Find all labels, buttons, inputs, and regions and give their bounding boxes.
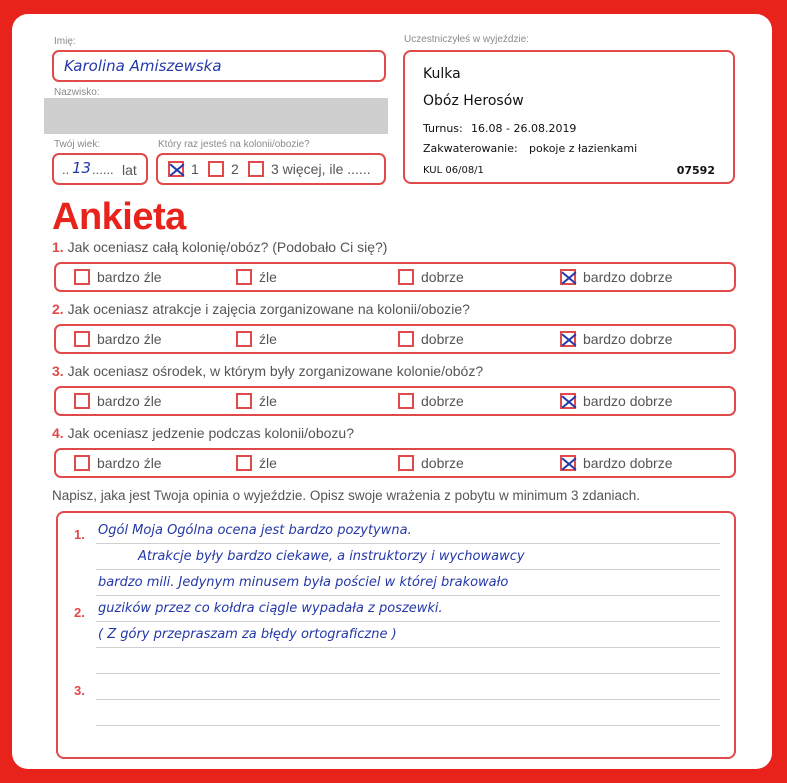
question-2-number: 2. bbox=[52, 301, 64, 317]
option-label: źle bbox=[259, 269, 277, 285]
option-label: bardzo dobrze bbox=[583, 393, 673, 409]
q1-checkbox-1[interactable] bbox=[74, 269, 90, 285]
turnus-label: Turnus: bbox=[423, 122, 463, 135]
q3-option-dobrze[interactable] bbox=[398, 393, 464, 409]
camp-name: Kulka bbox=[423, 66, 461, 82]
q2-checkbox-4[interactable] bbox=[560, 331, 576, 347]
question-3-text: Jak oceniasz ośrodek, w którym były zorganizowane kolonie/obóz? bbox=[67, 363, 484, 379]
q1-option-zle[interactable] bbox=[236, 269, 277, 285]
age-dots-post: ...... bbox=[92, 162, 114, 177]
survey-title: Ankieta bbox=[52, 196, 186, 238]
camp-code: KUL 06/08/1 bbox=[423, 165, 484, 176]
age-value: 13 bbox=[72, 159, 92, 177]
option-label: bardzo dobrze bbox=[583, 331, 673, 347]
surname-label: Nazwisko: bbox=[54, 87, 100, 98]
opinion-answer-box[interactable] bbox=[56, 511, 736, 759]
age-field[interactable] bbox=[52, 153, 148, 185]
q4-option-bardzo-zle[interactable] bbox=[74, 455, 162, 471]
times-checkbox-1[interactable] bbox=[168, 161, 184, 177]
q1-option-bardzo-zle[interactable] bbox=[74, 269, 162, 285]
question-4-options bbox=[54, 448, 736, 478]
option-label: źle bbox=[259, 393, 277, 409]
question-4-number: 4. bbox=[52, 425, 64, 441]
q2-option-bardzo-zle[interactable] bbox=[74, 331, 162, 347]
answer-line bbox=[96, 673, 720, 674]
q3-checkbox-1[interactable] bbox=[74, 393, 90, 409]
opinion-prompt: Napisz, jaka jest Twoja opinia o wyjeździe. Opisz swoje wrażenia z pobytu w minimum 3 zdaniach. bbox=[52, 488, 641, 503]
answer-text-line-5: ( Z góry przepraszam za błędy ortograficzne ) bbox=[98, 627, 397, 642]
question-1-text: Jak oceniasz całą kolonię/obóz? (Podobało Ci się?) bbox=[67, 239, 388, 255]
q4-option-dobrze[interactable] bbox=[398, 455, 464, 471]
times-option-3[interactable] bbox=[248, 161, 371, 177]
option-label: bardzo źle bbox=[97, 393, 162, 409]
answer-text-line-2: Atrakcje były bardzo ciekawe, a instruktorzy i wychowawcy bbox=[138, 549, 525, 564]
redacted-surname bbox=[44, 98, 388, 134]
answer-line bbox=[96, 595, 720, 596]
option-label: bardzo dobrze bbox=[583, 455, 673, 471]
answer-text-line-1: Ogól Moja Ogólna ocena jest bardzo pozytywna. bbox=[98, 523, 412, 538]
camp-number: 07592 bbox=[676, 164, 715, 177]
q2-option-bardzo-dobrze[interactable] bbox=[560, 331, 673, 347]
question-3-number: 3. bbox=[52, 363, 64, 379]
option-label: źle bbox=[259, 455, 277, 471]
q4-checkbox-2[interactable] bbox=[236, 455, 252, 471]
times-checkbox-3[interactable] bbox=[248, 161, 264, 177]
q2-checkbox-1[interactable] bbox=[74, 331, 90, 347]
camp-info-box bbox=[403, 50, 735, 184]
name-label: Imię: bbox=[54, 36, 76, 47]
turnus-value: 16.08 - 26.08.2019 bbox=[471, 122, 577, 135]
name-field[interactable] bbox=[52, 50, 386, 82]
survey-sheet bbox=[12, 14, 772, 769]
answer-number-1: 1. bbox=[74, 527, 85, 542]
age-dots-pre: .. bbox=[62, 162, 70, 177]
q1-checkbox-4[interactable] bbox=[560, 269, 576, 285]
option-label: dobrze bbox=[421, 331, 464, 347]
q1-option-bardzo-dobrze[interactable] bbox=[560, 269, 673, 285]
times-option-2-label: 2 bbox=[231, 161, 239, 177]
times-option-2[interactable] bbox=[208, 161, 239, 177]
q2-option-dobrze[interactable] bbox=[398, 331, 464, 347]
q3-checkbox-2[interactable] bbox=[236, 393, 252, 409]
question-2-options bbox=[54, 324, 736, 354]
question-1 bbox=[52, 239, 387, 255]
question-1-number: 1. bbox=[52, 239, 64, 255]
question-4 bbox=[52, 425, 354, 441]
age-suffix: lat bbox=[122, 162, 137, 178]
question-3-options bbox=[54, 386, 736, 416]
answer-text-line-4: guzików przez co kołdra ciągle wypadała z poszewki. bbox=[98, 601, 443, 616]
q4-checkbox-1[interactable] bbox=[74, 455, 90, 471]
q3-checkbox-3[interactable] bbox=[398, 393, 414, 409]
q3-option-bardzo-dobrze[interactable] bbox=[560, 393, 673, 409]
name-value: Karolina Amiszewska bbox=[64, 57, 222, 75]
age-label: Twój wiek: bbox=[54, 139, 101, 150]
accommodation-value: pokoje z łazienkami bbox=[529, 142, 638, 155]
times-option-1[interactable] bbox=[168, 161, 199, 177]
question-2-text: Jak oceniasz atrakcje i zajęcia zorganizowane na kolonii/obozie? bbox=[67, 301, 470, 317]
q1-checkbox-3[interactable] bbox=[398, 269, 414, 285]
answer-text-line-3: bardzo mili. Jedynym minusem była pościel w której brakowało bbox=[98, 575, 509, 590]
question-4-text: Jak oceniasz jedzenie podczas kolonii/obozu? bbox=[67, 425, 354, 441]
answer-number-3: 3. bbox=[74, 683, 85, 698]
q2-option-zle[interactable] bbox=[236, 331, 277, 347]
q1-option-dobrze[interactable] bbox=[398, 269, 464, 285]
option-label: dobrze bbox=[421, 455, 464, 471]
question-3 bbox=[52, 363, 483, 379]
participant-label: Uczestniczyłeś w wyjeździe: bbox=[404, 34, 530, 45]
accommodation-label: Zakwaterowanie: bbox=[423, 142, 518, 155]
times-checkbox-2[interactable] bbox=[208, 161, 224, 177]
answer-line bbox=[96, 569, 720, 570]
q4-option-bardzo-dobrze[interactable] bbox=[560, 455, 673, 471]
q3-option-zle[interactable] bbox=[236, 393, 277, 409]
q3-checkbox-4[interactable] bbox=[560, 393, 576, 409]
option-label: bardzo źle bbox=[97, 455, 162, 471]
question-1-options bbox=[54, 262, 736, 292]
answer-line bbox=[96, 725, 720, 726]
option-label: źle bbox=[259, 331, 277, 347]
q2-checkbox-3[interactable] bbox=[398, 331, 414, 347]
camp-title: Obóz Herosów bbox=[423, 93, 524, 109]
q2-checkbox-2[interactable] bbox=[236, 331, 252, 347]
option-label: bardzo dobrze bbox=[583, 269, 673, 285]
q1-checkbox-2[interactable] bbox=[236, 269, 252, 285]
q4-checkbox-4[interactable] bbox=[560, 455, 576, 471]
answer-line bbox=[96, 699, 720, 700]
option-label: dobrze bbox=[421, 393, 464, 409]
q4-checkbox-3[interactable] bbox=[398, 455, 414, 471]
q3-option-bardzo-zle[interactable] bbox=[74, 393, 162, 409]
question-2 bbox=[52, 301, 470, 317]
option-label: bardzo źle bbox=[97, 331, 162, 347]
times-field bbox=[156, 153, 386, 185]
answer-line bbox=[96, 621, 720, 622]
times-option-1-label: 1 bbox=[191, 161, 199, 177]
answer-number-2: 2. bbox=[74, 605, 85, 620]
times-option-3-label: 3 więcej, ile ...... bbox=[271, 161, 371, 177]
times-label: Który raz jesteś na kolonii/obozie? bbox=[158, 139, 310, 150]
option-label: dobrze bbox=[421, 269, 464, 285]
q4-option-zle[interactable] bbox=[236, 455, 277, 471]
option-label: bardzo źle bbox=[97, 269, 162, 285]
answer-line bbox=[96, 647, 720, 648]
answer-line bbox=[96, 543, 720, 544]
